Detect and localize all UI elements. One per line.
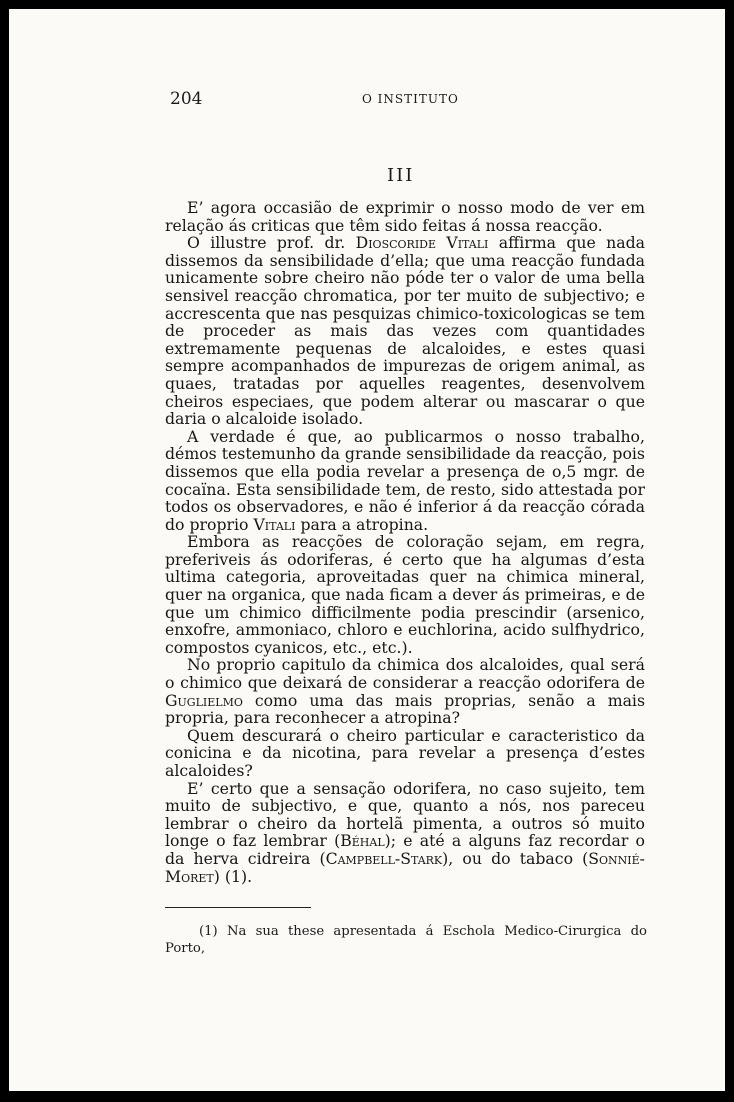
body-text: [165, 199, 645, 885]
footnote: (1) Na sua these apresentada á Eschola Medico-Cirurgica do Porto,: [165, 924, 647, 956]
section-heading: III: [387, 165, 415, 186]
author-name: Campbell-Stark: [325, 848, 443, 868]
paragraph: O illustre prof. dr. Dioscoride Vitali affirma que nada dissemos da sensibilidade d’ella; que uma reacção fundada unicamente sobre cheiro não póde ter o valor de uma bella sensivel reacção chromatica, por ter muito de subjectivo; e accrescenta que nas pesquizas chimico-toxicologicas se tem de proceder as mais das vezes com quantidades extremamente pequenas de alcaloides, e estes quasi sempre acompanhados de impurezas de origem animal, as quaes, tratadas por aquelles reagentes, desenvolvem cheiros especiaes, que podem alterar ou mascarar o que daria o alcaloide isolado.: [165, 233, 645, 429]
paragraph: Embora as reacções de coloração sejam, em regra, preferiveis ás odoriferas, é certo que ha algumas d’esta ultima categoria, aproveitadas quer na chimica mineral, quer na organica, que nada ficam a dever ás primeiras, e de que um chimico difficilmente podia prescindir (arsenico, enxofre, ammoniaco, chloro e euchlorina, acido sulfhydrico, compostos cyanicos, etc., etc.).: [165, 532, 645, 657]
author-name: Guglielmo: [165, 690, 243, 710]
book-page: [9, 9, 725, 1091]
footnote-rule: [165, 907, 311, 908]
paragraph: No proprio capitulo da chimica dos alcaloides, qual será o chimico que deixará de considerar a reacção odorifera de Guglielmo como uma das mais proprias, senão a mais propria, para reconhecer a atropina?: [165, 655, 645, 728]
author-name: Vitali: [253, 514, 296, 534]
paragraph: Quem descurará o cheiro particular e caracteristico da conicina e da nicotina, para revelar a presença d’estes alcaloides?: [165, 725, 645, 780]
page-header: [170, 89, 650, 111]
author-name: Béhal: [340, 831, 385, 851]
page-number: 204: [170, 89, 203, 109]
author-name: Sonnié-Moret: [165, 848, 645, 886]
author-name: Dioscoride Vitali: [355, 233, 489, 253]
paragraph: E’ agora occasião de exprimir o nosso modo de ver em relação ás criticas que têm sido feitas á nossa reacção.: [165, 198, 645, 235]
paragraph: A verdade é que, ao publicarmos o nosso trabalho, démos testemunho da grande sensibilidade da reacção, pois dissemos que ella podia revelar a presença de o,5 mgr. de cocaïna. Esta sensibilidade tem, de resto, sido attestada por todos os observadores, e não é inferior á da reacção córada do proprio Vitali para a atropina.: [165, 426, 645, 534]
paragraph: E’ certo que a sensação odorifera, no caso sujeito, tem muito de subjectivo, e que, quanto a nós, nos pareceu lembrar o cheiro da hortelã pimenta, a outros só muito longe o faz lembrar (Béhal); e até a alguns faz recordar o da herva cidreira (Campbell-Stark), ou do tabaco (Sonnié-Moret) (1).: [165, 778, 645, 886]
running-title: O INSTITUTO: [362, 92, 459, 106]
